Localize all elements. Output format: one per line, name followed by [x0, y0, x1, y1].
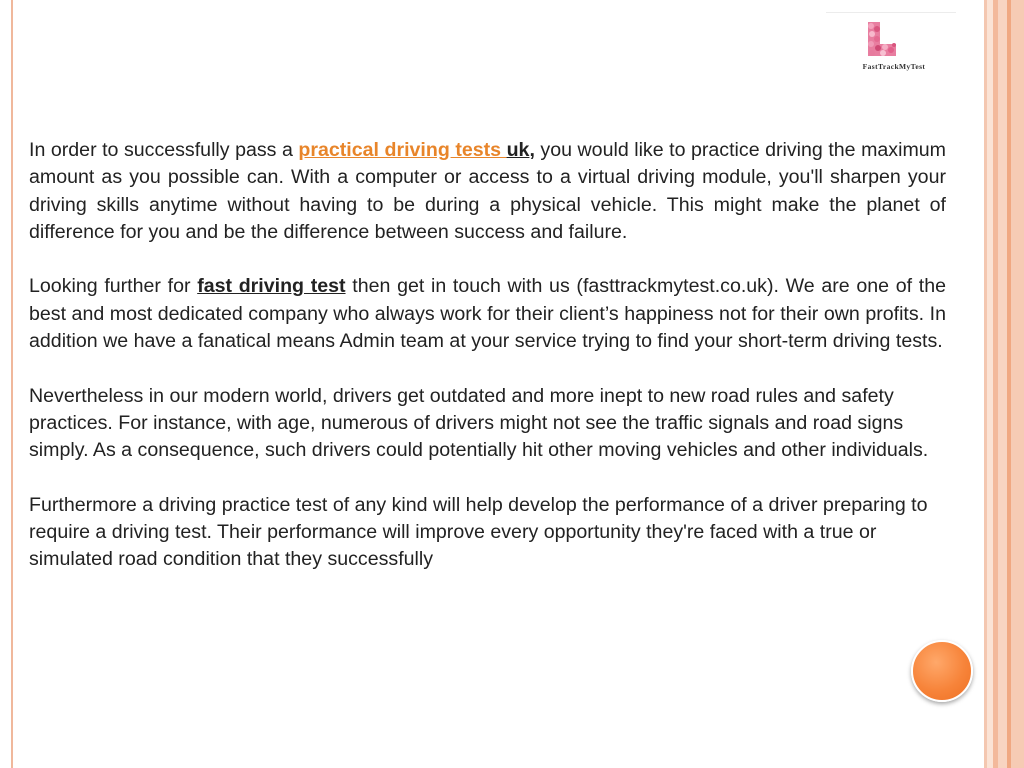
text: then get in touch with us (fasttrackmytest.co.uk). We are one of the best and most dedicated company who always work for their client’s happiness not for their own profits. In addition we have a fanatical means Admin team at your service trying to find your short-term driving tests. — [29, 275, 946, 353]
paragraph-2 — [29, 273, 946, 355]
orange-circle-button[interactable] — [911, 640, 973, 702]
fast-driving-test-link[interactable]: fast driving test — [197, 275, 346, 298]
text: , — [529, 139, 535, 161]
text: In order to successfully pass a — [29, 139, 299, 161]
text: Looking further for — [29, 275, 198, 298]
logo-text: FastTrackMyTest — [862, 62, 926, 71]
left-border-line — [11, 0, 13, 768]
right-decorative-stripes — [984, 0, 1024, 768]
logo — [840, 22, 948, 74]
text: you would like to practice driving the maximum amount as you possible can. With a computer or access to a virtual driving module, you'll sharpen your driving skills anytime without having to be during a physical vehicle. This might make the planet of difference for you and be the difference between success and failure. — [29, 139, 946, 243]
header-divider — [826, 12, 956, 13]
body-text — [29, 137, 946, 601]
paragraph-1 — [29, 137, 946, 246]
paragraph-4: Furthermore a driving practice test of any kind will help develop the performance of a driver preparing to require a driving test. Their performance will improve every opportunity they're faced with a true or simulated road condition that they successfully — [29, 493, 928, 571]
practical-driving-tests-link[interactable]: practical driving tests — [298, 139, 507, 161]
stripe — [1011, 0, 1024, 768]
logo-l-mark-icon — [866, 22, 898, 58]
paragraph-3: Nevertheless in our modern world, drivers get outdated and more inept to new road rules and safety practices. For instance, with age, numerous of drivers might not see the traffic signals and road signs simply. As a consequence, such drivers could potentially hit other moving vehicles and other individuals. — [29, 384, 929, 462]
uk-link[interactable]: uk — [506, 139, 530, 161]
stripe — [998, 0, 1007, 768]
